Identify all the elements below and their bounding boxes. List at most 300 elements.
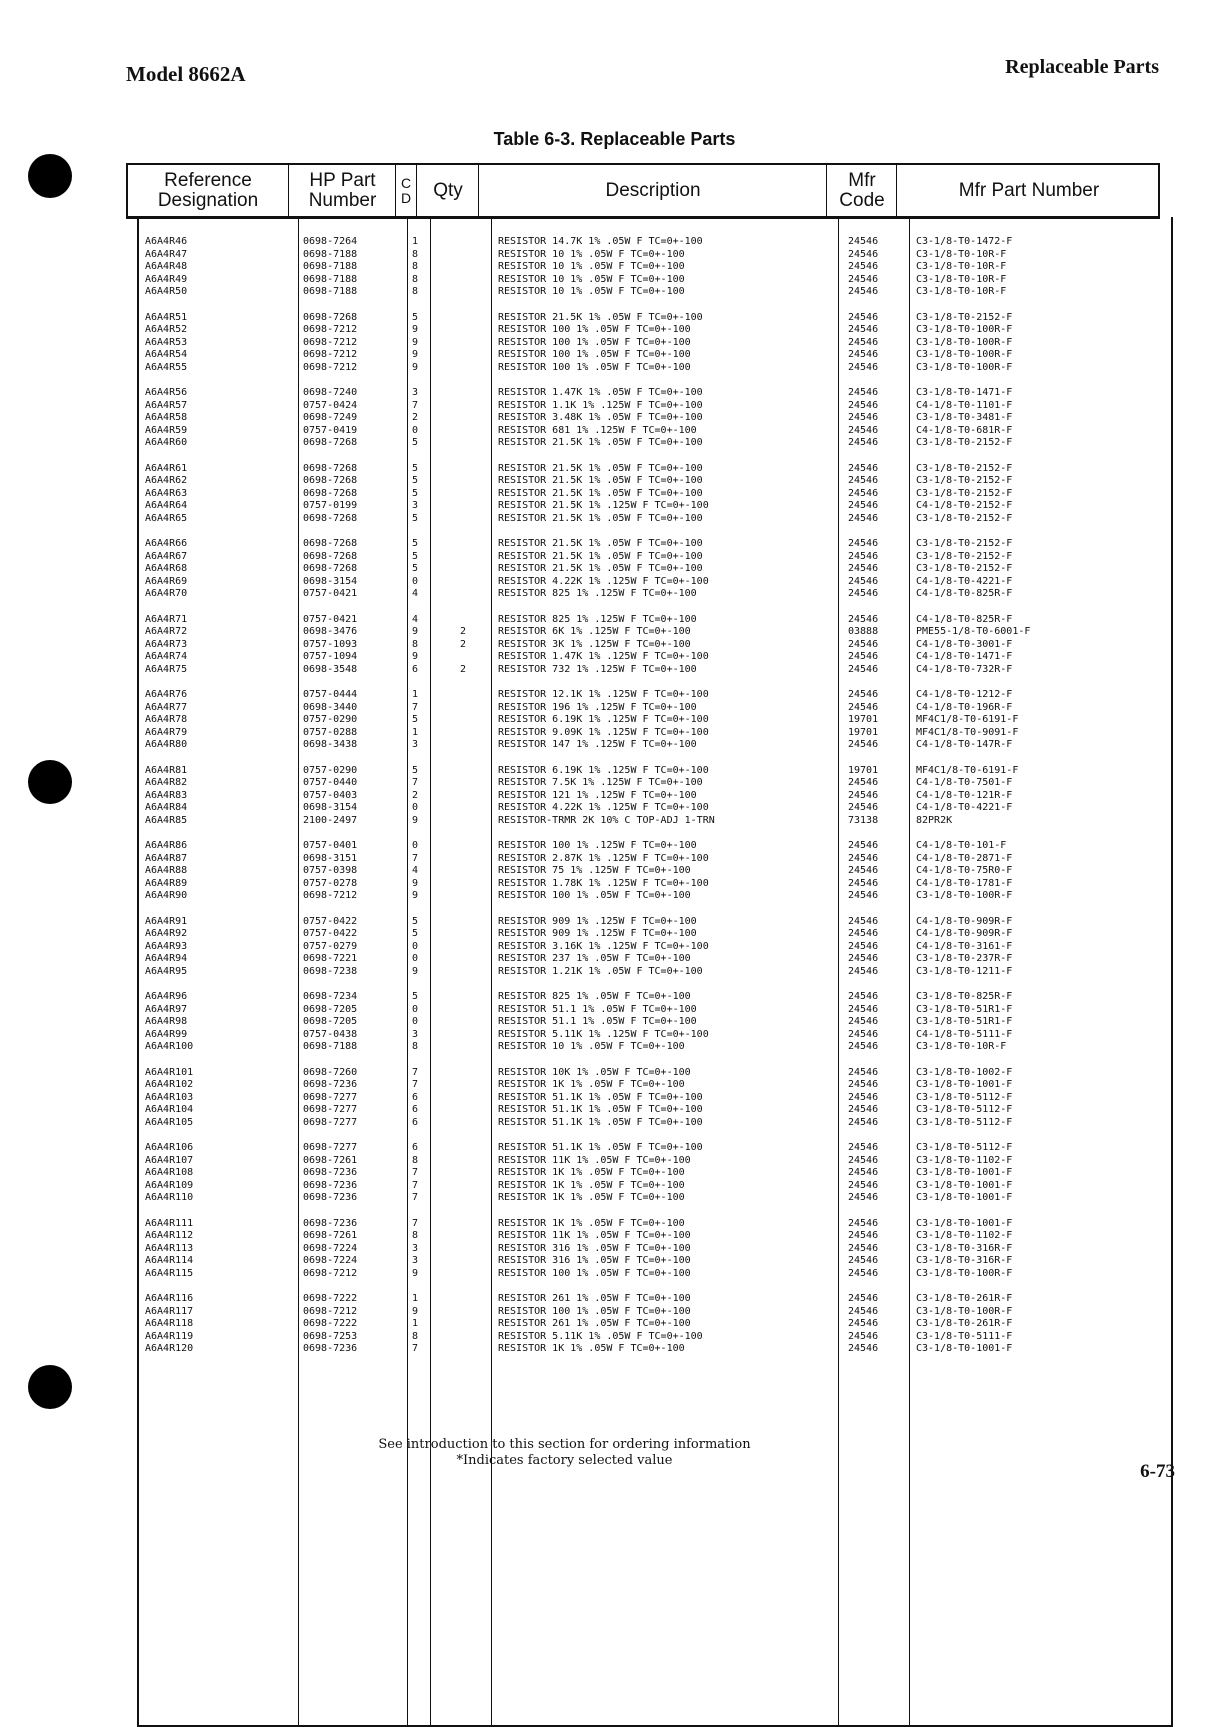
table-row — [0, 235, 1229, 248]
header-divider — [896, 165, 897, 217]
table-row — [0, 852, 1229, 865]
ref-designation: A6A4R115 — [145, 1267, 194, 1279]
mfr-code: 24546 — [848, 361, 879, 373]
mfr-part-number: C3-1/8-T0-10R-F — [916, 1041, 1007, 1053]
ref-designation: A6A4R70 — [145, 588, 188, 600]
mfr-code: 24546 — [848, 563, 879, 575]
table-row — [0, 1292, 1229, 1305]
hp-part-number: 0698-7224 — [303, 1242, 358, 1254]
description: RESISTOR 51.1 1% .05W F TC=0+-100 — [498, 1016, 697, 1028]
description: RESISTOR 237 1% .05W F TC=0+-100 — [498, 953, 691, 965]
table-row — [0, 1342, 1229, 1355]
table-row — [0, 663, 1229, 676]
cd-digit: 9 — [412, 890, 419, 902]
table-row — [0, 285, 1229, 298]
table-row — [0, 1217, 1229, 1230]
table-row — [0, 562, 1229, 575]
hp-part-number: 0698-7212 — [303, 1305, 358, 1317]
table-row — [0, 877, 1229, 890]
qty: 2 — [460, 638, 467, 650]
cd-digit: 1 — [412, 236, 419, 247]
description: RESISTOR 1K 1% .05W F TC=0+-100 — [498, 1217, 685, 1229]
ref-designation: A6A4R79 — [145, 726, 188, 738]
footer-notes — [0, 1437, 1229, 1469]
description: RESISTOR 5.11K 1% .125W F TC=0+-100 — [498, 1028, 709, 1040]
mfr-part-number: C3-1/8-T0-5112-F — [916, 1142, 1013, 1153]
col-header-mfr-part: Mfr Part Number — [958, 180, 1100, 201]
table-row — [0, 487, 1229, 500]
description: RESISTOR 21.5K 1% .125W F TC=0+-100 — [498, 500, 709, 512]
cd-digit: 4 — [412, 865, 419, 877]
cd-digit: 3 — [412, 1242, 419, 1254]
hp-part-number: 0698-7264 — [303, 236, 358, 247]
description: RESISTOR 3K 1% .125W F TC=0+-100 — [498, 638, 691, 650]
hp-part-number: 0698-3154 — [303, 802, 358, 814]
ref-designation: A6A4R95 — [145, 965, 188, 977]
cd-digit: 3 — [412, 739, 419, 751]
mfr-part-number: C4-1/8-T0-121R-F — [916, 789, 1013, 801]
table-row — [0, 248, 1229, 261]
col-header-mfr-code: Mfr Code — [839, 170, 885, 211]
description: RESISTOR 10 1% .05W F TC=0+-100 — [498, 1041, 685, 1053]
cd-digit: 9 — [412, 814, 419, 826]
hp-part-number: 0698-7212 — [303, 361, 358, 373]
hp-part-number: 0698-7253 — [303, 1330, 358, 1342]
mfr-part-number: C3-1/8-T0-237R-F — [916, 953, 1013, 965]
hp-part-number: 0698-7249 — [303, 412, 358, 424]
ref-designation: A6A4R69 — [145, 575, 188, 587]
cd-digit: 5 — [412, 475, 419, 487]
ref-designation: A6A4R113 — [145, 1242, 194, 1254]
mfr-part-number: C3-1/8-T0-1102-F — [916, 1230, 1013, 1242]
cd-digit: 3 — [412, 1255, 419, 1267]
description: RESISTOR 51.1K 1% .05W F TC=0+-100 — [498, 1104, 703, 1116]
description: RESISTOR 10 1% .05W F TC=0+-100 — [498, 286, 685, 298]
hp-part-number: 2100-2497 — [303, 814, 358, 826]
hp-part-number: 0698-7188 — [303, 261, 358, 273]
ref-designation: A6A4R77 — [145, 701, 188, 713]
description: RESISTOR 21.5K 1% .05W F TC=0+-100 — [498, 462, 703, 474]
mfr-code: 24546 — [848, 462, 879, 474]
hp-part-number: 0757-0290 — [303, 764, 358, 776]
ref-designation: A6A4R51 — [145, 311, 188, 323]
table-row — [0, 1305, 1229, 1318]
ref-designation: A6A4R120 — [145, 1343, 194, 1355]
mfr-code: 24546 — [848, 1242, 879, 1254]
description: RESISTOR 147 1% .125W F TC=0+-100 — [498, 739, 697, 751]
mfr-code: 24546 — [848, 1217, 879, 1229]
description: RESISTOR 316 1% .05W F TC=0+-100 — [498, 1255, 691, 1267]
hp-part-number: 0698-7212 — [303, 336, 358, 348]
table-row — [0, 474, 1229, 487]
hp-part-number: 0698-7236 — [303, 1217, 358, 1229]
table-row — [0, 1028, 1229, 1041]
table-row — [0, 650, 1229, 663]
table-row — [0, 764, 1229, 777]
hp-part-number: 0698-7205 — [303, 1016, 358, 1028]
mfr-code: 24546 — [848, 1293, 879, 1304]
ref-designation: A6A4R66 — [145, 538, 188, 549]
mfr-part-number: C4-1/8-T0-681R-F — [916, 424, 1013, 436]
description: RESISTOR 196 1% .125W F TC=0+-100 — [498, 701, 697, 713]
ref-designation: A6A4R48 — [145, 261, 188, 273]
header-divider — [395, 165, 396, 217]
description: RESISTOR 1K 1% .05W F TC=0+-100 — [498, 1179, 685, 1191]
mfr-code: 24546 — [848, 965, 879, 977]
mfr-code: 24546 — [848, 739, 879, 751]
mfr-part-number: C3-1/8-T0-1001-F — [916, 1167, 1013, 1179]
col-header-cd: C D — [400, 175, 412, 206]
table-row — [0, 1040, 1229, 1053]
mfr-code: 24546 — [848, 953, 879, 965]
mfr-part-number: C4-1/8-T0-101-F — [916, 840, 1007, 851]
ref-designation: A6A4R54 — [145, 349, 188, 361]
ref-designation: A6A4R49 — [145, 273, 188, 285]
mfr-part-number: C3-1/8-T0-5112-F — [916, 1116, 1013, 1128]
description: RESISTOR 100 1% .05W F TC=0+-100 — [498, 1267, 691, 1279]
mfr-part-number: C3-1/8-T0-1001-F — [916, 1192, 1013, 1204]
cd-digit: 3 — [412, 387, 419, 398]
mfr-part-number: C3-1/8-T0-5112-F — [916, 1104, 1013, 1116]
ref-designation: A6A4R80 — [145, 739, 188, 751]
hp-part-number: 0757-0424 — [303, 399, 358, 411]
header-divider — [478, 165, 479, 217]
cd-digit: 8 — [412, 273, 419, 285]
hp-part-number: 0698-7224 — [303, 1255, 358, 1267]
description: RESISTOR 11K 1% .05W F TC=0+-100 — [498, 1154, 691, 1166]
cd-digit: 8 — [412, 261, 419, 273]
description: RESISTOR 825 1% .125W F TC=0+-100 — [498, 588, 697, 600]
table-row — [0, 713, 1229, 726]
mfr-code: 24546 — [848, 1179, 879, 1191]
cd-digit: 7 — [412, 1066, 419, 1078]
cd-digit: 0 — [412, 802, 419, 814]
hp-part-number: 0698-7268 — [303, 311, 358, 323]
table-row — [0, 701, 1229, 714]
hp-part-number: 0698-7234 — [303, 991, 358, 1002]
table-row — [0, 613, 1229, 626]
hp-part-number: 0698-7261 — [303, 1154, 358, 1166]
hp-part-number: 0698-7188 — [303, 286, 358, 298]
cd-digit: 0 — [412, 424, 419, 436]
header-divider — [826, 165, 827, 217]
table-row — [0, 273, 1229, 286]
cd-digit: 7 — [412, 1167, 419, 1179]
mfr-code: 24546 — [848, 336, 879, 348]
table-row — [0, 462, 1229, 475]
hp-part-number: 0757-0279 — [303, 940, 358, 952]
description: RESISTOR 316 1% .05W F TC=0+-100 — [498, 1242, 691, 1254]
ref-designation: A6A4R62 — [145, 475, 188, 487]
table-row — [0, 1091, 1229, 1104]
mfr-part-number: C3-1/8-T0-51R1-F — [916, 1003, 1013, 1015]
table-row — [0, 1179, 1229, 1192]
cd-digit: 7 — [412, 1179, 419, 1191]
ref-designation: A6A4R94 — [145, 953, 188, 965]
table-row — [0, 1141, 1229, 1154]
mfr-part-number: C3-1/8-T0-2152-F — [916, 550, 1013, 562]
mfr-part-number: C4-1/8-T0-5111-F — [916, 1028, 1013, 1040]
description: RESISTOR 100 1% .05W F TC=0+-100 — [498, 361, 691, 373]
table-row — [0, 625, 1229, 638]
mfr-part-number: C3-1/8-T0-1211-F — [916, 965, 1013, 977]
mfr-code: 24546 — [848, 1003, 879, 1015]
mfr-part-number: MF4C1/8-T0-9091-F — [916, 726, 1019, 738]
description: RESISTOR 21.5K 1% .05W F TC=0+-100 — [498, 311, 703, 323]
binder-hole-top — [28, 154, 72, 198]
cd-digit: 9 — [412, 626, 419, 638]
table-row — [0, 411, 1229, 424]
table-row — [0, 424, 1229, 437]
cd-digit: 5 — [412, 714, 419, 726]
description: RESISTOR 4.22K 1% .125W F TC=0+-100 — [498, 575, 709, 587]
mfr-code: 19701 — [848, 764, 879, 776]
mfr-part-number: C3-1/8-T0-100R-F — [916, 1305, 1013, 1317]
mfr-part-number: C4-1/8-T0-1101-F — [916, 399, 1013, 411]
mfr-code: 24546 — [848, 840, 879, 851]
mfr-code: 19701 — [848, 714, 879, 726]
mfr-code: 24546 — [848, 236, 879, 247]
table-row — [0, 1229, 1229, 1242]
mfr-part-number: C3-1/8-T0-2152-F — [916, 563, 1013, 575]
description: RESISTOR 732 1% .125W F TC=0+-100 — [498, 663, 697, 675]
mfr-code: 24546 — [848, 1028, 879, 1040]
mfr-part-number: C3-1/8-T0-100R-F — [916, 890, 1013, 902]
mfr-part-number: C3-1/8-T0-10R-F — [916, 273, 1007, 285]
cd-digit: 7 — [412, 777, 419, 789]
mfr-code: 24546 — [848, 991, 879, 1002]
ref-designation: A6A4R65 — [145, 512, 188, 524]
description: RESISTOR 6K 1% .125W F TC=0+-100 — [498, 626, 691, 638]
mfr-part-number: C3-1/8-T0-100R-F — [916, 336, 1013, 348]
ref-designation: A6A4R96 — [145, 991, 188, 1002]
ref-designation: A6A4R106 — [145, 1142, 194, 1153]
mfr-part-number: MF4C1/8-T0-6191-F — [916, 764, 1019, 776]
description: RESISTOR 1.78K 1% .125W F TC=0+-100 — [498, 877, 709, 889]
mfr-code: 24546 — [848, 424, 879, 436]
mfr-code: 24546 — [848, 890, 879, 902]
mfr-code: 24546 — [848, 324, 879, 336]
mfr-code: 24546 — [848, 512, 879, 524]
ref-designation: A6A4R102 — [145, 1079, 194, 1091]
table-row — [0, 1166, 1229, 1179]
cd-digit: 7 — [412, 1217, 419, 1229]
cd-digit: 4 — [412, 588, 419, 600]
mfr-code: 24546 — [848, 1116, 879, 1128]
mfr-part-number: C3-1/8-T0-2152-F — [916, 538, 1013, 549]
mfr-code: 24546 — [848, 1255, 879, 1267]
hp-part-number: 0698-7222 — [303, 1293, 358, 1304]
ref-designation: A6A4R91 — [145, 915, 188, 927]
cd-digit: 6 — [412, 1116, 419, 1128]
description: RESISTOR 121 1% .125W F TC=0+-100 — [498, 789, 697, 801]
mfr-part-number: C3-1/8-T0-100R-F — [916, 1267, 1013, 1279]
table-row — [0, 323, 1229, 336]
cd-digit: 5 — [412, 764, 419, 776]
mfr-code: 24546 — [848, 1167, 879, 1179]
table-row — [0, 1254, 1229, 1267]
hp-part-number: 0757-0401 — [303, 840, 358, 851]
ref-designation: A6A4R74 — [145, 651, 188, 663]
table-title: Table 6-3. Replaceable Parts — [493, 129, 736, 149]
hp-part-number: 0698-7268 — [303, 538, 358, 549]
table-row — [0, 1242, 1229, 1255]
cd-digit: 5 — [412, 311, 419, 323]
mfr-part-number: C4-1/8-T0-825R-F — [916, 613, 1013, 625]
description: RESISTOR 51.1K 1% .05W F TC=0+-100 — [498, 1091, 703, 1103]
hp-part-number: 0698-7277 — [303, 1116, 358, 1128]
mfr-code: 24546 — [848, 1041, 879, 1053]
ref-designation: A6A4R101 — [145, 1066, 194, 1078]
ref-designation: A6A4R108 — [145, 1167, 194, 1179]
hp-part-number: 0757-0421 — [303, 588, 358, 600]
ref-designation: A6A4R47 — [145, 248, 188, 260]
hp-part-number: 0698-7260 — [303, 1066, 358, 1078]
description: RESISTOR 6.19K 1% .125W F TC=0+-100 — [498, 764, 709, 776]
mfr-code: 73138 — [848, 814, 879, 826]
hp-part-number: 0698-7188 — [303, 248, 358, 260]
table-row — [0, 336, 1229, 349]
cd-digit: 5 — [412, 512, 419, 524]
qty: 2 — [460, 626, 467, 638]
hp-part-number: 0757-0288 — [303, 726, 358, 738]
cd-digit: 7 — [412, 1079, 419, 1091]
ref-designation: A6A4R99 — [145, 1028, 188, 1040]
cd-digit: 0 — [412, 840, 419, 851]
mfr-part-number: C4-1/8-T0-3001-F — [916, 638, 1013, 650]
mfr-code: 24546 — [848, 1192, 879, 1204]
ref-designation: A6A4R56 — [145, 387, 188, 398]
mfr-code: 19701 — [848, 726, 879, 738]
cd-digit: 8 — [412, 1041, 419, 1053]
table-row — [0, 575, 1229, 588]
description: RESISTOR 1K 1% .05W F TC=0+-100 — [498, 1079, 685, 1091]
description: RESISTOR 21.5K 1% .05W F TC=0+-100 — [498, 475, 703, 487]
section-header: Replaceable Parts — [1005, 56, 1159, 78]
mfr-code: 24546 — [848, 852, 879, 864]
cd-digit: 8 — [412, 248, 419, 260]
hp-part-number: 0757-0278 — [303, 877, 358, 889]
hp-part-number: 0698-3154 — [303, 575, 358, 587]
description: RESISTOR 7.5K 1% .125W F TC=0+-100 — [498, 777, 703, 789]
description: RESISTOR 9.09K 1% .125W F TC=0+-100 — [498, 726, 709, 738]
cd-digit: 2 — [412, 789, 419, 801]
table-row — [0, 1003, 1229, 1016]
ref-designation: A6A4R107 — [145, 1154, 194, 1166]
table-row — [0, 1154, 1229, 1167]
cd-digit: 4 — [412, 613, 419, 625]
mfr-part-number: C3-1/8-T0-1002-F — [916, 1066, 1013, 1078]
ref-designation: A6A4R90 — [145, 890, 188, 902]
ref-designation: A6A4R116 — [145, 1293, 194, 1304]
table-row — [0, 1267, 1229, 1280]
mfr-part-number: C3-1/8-T0-1001-F — [916, 1217, 1013, 1229]
description: RESISTOR 21.5K 1% .05W F TC=0+-100 — [498, 538, 703, 549]
table-row — [0, 499, 1229, 512]
table-row — [0, 776, 1229, 789]
table-row — [0, 638, 1229, 651]
mfr-part-number: C3-1/8-T0-261R-F — [916, 1318, 1013, 1330]
ref-designation: A6A4R85 — [145, 814, 188, 826]
hp-part-number: 0698-7277 — [303, 1091, 358, 1103]
cd-digit: 5 — [412, 437, 419, 449]
mfr-part-number: MF4C1/8-T0-6191-F — [916, 714, 1019, 726]
ref-designation: A6A4R71 — [145, 613, 188, 625]
ref-designation: A6A4R92 — [145, 928, 188, 940]
mfr-part-number: C3-1/8-T0-2152-F — [916, 462, 1013, 474]
table-row — [0, 512, 1229, 525]
cd-digit: 7 — [412, 1192, 419, 1204]
description: RESISTOR 6.19K 1% .125W F TC=0+-100 — [498, 714, 709, 726]
mfr-code: 24546 — [848, 475, 879, 487]
ref-designation: A6A4R72 — [145, 626, 188, 638]
table-row — [0, 1015, 1229, 1028]
description: RESISTOR 51.1K 1% .05W F TC=0+-100 — [498, 1142, 703, 1153]
hp-part-number: 0698-7236 — [303, 1192, 358, 1204]
table-row — [0, 1078, 1229, 1091]
mfr-part-number: C3-1/8-T0-51R1-F — [916, 1016, 1013, 1028]
mfr-part-number: C4-1/8-T0-732R-F — [916, 663, 1013, 675]
mfr-part-number: C4-1/8-T0-147R-F — [916, 739, 1013, 751]
mfr-code: 24546 — [848, 1104, 879, 1116]
ref-designation: A6A4R59 — [145, 424, 188, 436]
description: RESISTOR 681 1% .125W F TC=0+-100 — [498, 424, 697, 436]
ref-designation: A6A4R111 — [145, 1217, 194, 1229]
hp-part-number: 0698-7236 — [303, 1167, 358, 1179]
cd-digit: 9 — [412, 651, 419, 663]
description: RESISTOR 10 1% .05W F TC=0+-100 — [498, 273, 685, 285]
mfr-part-number: C3-1/8-T0-3481-F — [916, 412, 1013, 424]
ref-designation: A6A4R78 — [145, 714, 188, 726]
mfr-part-number: C4-1/8-T0-196R-F — [916, 701, 1013, 713]
cd-digit: 1 — [412, 1318, 419, 1330]
description: RESISTOR 100 1% .05W F TC=0+-100 — [498, 324, 691, 336]
hp-part-number: 0757-0438 — [303, 1028, 358, 1040]
mfr-part-number: C3-1/8-T0-2152-F — [916, 437, 1013, 449]
description: RESISTOR 10 1% .05W F TC=0+-100 — [498, 248, 685, 260]
table-row — [0, 889, 1229, 902]
mfr-code: 24546 — [848, 412, 879, 424]
description: RESISTOR 1K 1% .05W F TC=0+-100 — [498, 1192, 685, 1204]
ref-designation: A6A4R76 — [145, 689, 188, 700]
ref-designation: A6A4R50 — [145, 286, 188, 298]
mfr-code: 24546 — [848, 437, 879, 449]
mfr-code: 24546 — [848, 487, 879, 499]
table-row — [0, 789, 1229, 802]
ref-designation: A6A4R60 — [145, 437, 188, 449]
table-row — [0, 864, 1229, 877]
mfr-part-number: C4-1/8-T0-3161-F — [916, 940, 1013, 952]
mfr-part-number: PME55-1/8-T0-6001-F — [916, 626, 1031, 638]
hp-part-number: 0757-0290 — [303, 714, 358, 726]
table-row — [0, 952, 1229, 965]
mfr-code: 24546 — [848, 311, 879, 323]
hp-part-number: 0698-7268 — [303, 487, 358, 499]
hp-part-number: 0698-7212 — [303, 890, 358, 902]
hp-part-number: 0698-7268 — [303, 563, 358, 575]
description: RESISTOR 1.1K 1% .125W F TC=0+-100 — [498, 399, 703, 411]
mfr-code: 24546 — [848, 789, 879, 801]
cd-digit: 5 — [412, 538, 419, 549]
cd-digit: 1 — [412, 1293, 419, 1304]
mfr-code: 24546 — [848, 928, 879, 940]
mfr-part-number: C3-1/8-T0-1102-F — [916, 1154, 1013, 1166]
mfr-code: 24546 — [848, 777, 879, 789]
mfr-part-number: C3-1/8-T0-1001-F — [916, 1179, 1013, 1191]
mfr-code: 24546 — [848, 538, 879, 549]
description: RESISTOR 1K 1% .05W F TC=0+-100 — [498, 1343, 685, 1355]
cd-digit: 5 — [412, 563, 419, 575]
